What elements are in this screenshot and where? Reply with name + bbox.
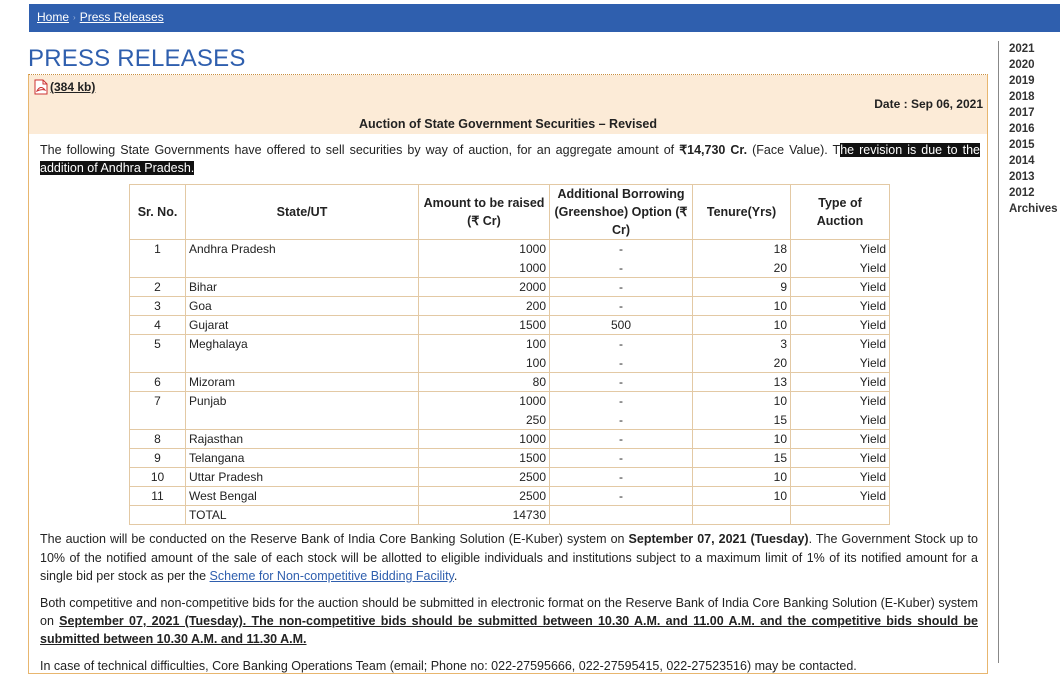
tenure-cell: 20	[693, 259, 791, 278]
table-row	[130, 297, 890, 316]
tenure-cell: 20	[693, 354, 791, 373]
greenshoe-cell: -	[550, 259, 693, 278]
tenure-cell: 9	[693, 278, 791, 297]
greenshoe-cell: -	[550, 278, 693, 297]
year-link-2018[interactable]: 2018	[1009, 91, 1035, 103]
release-title: Auction of State Government Securities – Revised	[359, 117, 657, 131]
year-link-2012[interactable]: 2012	[1009, 187, 1035, 199]
archives-link[interactable]: Archives	[1009, 203, 1058, 215]
type-cell: Yield	[791, 354, 890, 373]
type-cell: Yield	[791, 487, 890, 506]
table-row	[130, 278, 890, 297]
table-row	[130, 449, 890, 468]
auction-info-text: The auction will be conducted on the Reserve Bank of India Core Banking Solution (E-Kuber) system on	[40, 532, 629, 546]
table-row	[130, 335, 890, 354]
pdf-download-link[interactable]	[34, 79, 95, 95]
tenure-cell: 18	[693, 240, 791, 259]
amount-cell: 14730	[419, 506, 550, 525]
state-cell: TOTAL	[186, 506, 419, 525]
sr-no-cell: 11	[130, 487, 186, 506]
tenure-cell: 10	[693, 392, 791, 411]
table-row	[130, 506, 890, 525]
sr-no-cell	[130, 506, 186, 525]
sr-no-cell	[130, 411, 186, 430]
year-archive-nav	[998, 41, 1060, 663]
type-cell: Yield	[791, 468, 890, 487]
sr-no-cell: 4	[130, 316, 186, 335]
state-cell	[186, 354, 419, 373]
aggregate-amount: ₹14,730 Cr.	[679, 143, 748, 157]
amount-cell: 1000	[419, 392, 550, 411]
state-cell: Andhra Pradesh	[186, 240, 419, 259]
breadcrumb-bar	[29, 4, 1060, 32]
sr-no-cell: 7	[130, 392, 186, 411]
amount-cell: 2500	[419, 487, 550, 506]
year-link-2016[interactable]: 2016	[1009, 123, 1035, 135]
tenure-cell: 10	[693, 297, 791, 316]
greenshoe-cell: 500	[550, 316, 693, 335]
sr-no-cell	[130, 354, 186, 373]
year-link-2021[interactable]: 2021	[1009, 43, 1035, 55]
tenure-cell: 10	[693, 430, 791, 449]
sr-no-cell	[130, 259, 186, 278]
sr-no-cell: 9	[130, 449, 186, 468]
technical-difficulty-paragraph: In case of technical difficulties, Core Banking Operations Team (email; Phone no: 022-27595666, 022-27595415, 022-27523516) may be contacted.	[40, 659, 857, 673]
amount-cell: 1000	[419, 240, 550, 259]
amount-cell: 1000	[419, 430, 550, 449]
year-link-2015[interactable]: 2015	[1009, 139, 1035, 151]
amount-cell: 100	[419, 335, 550, 354]
type-cell: Yield	[791, 449, 890, 468]
table-row	[130, 487, 890, 506]
sr-no-cell: 10	[130, 468, 186, 487]
greenshoe-cell: -	[550, 430, 693, 449]
auction-date: September 07, 2021 (Tuesday)	[628, 532, 809, 546]
table-row	[130, 373, 890, 392]
pdf-icon	[34, 79, 48, 95]
press-release-content	[28, 74, 988, 674]
state-cell: Uttar Pradesh	[186, 468, 419, 487]
bid-submission-text: Both competitive and non-competitive bids for the auction should be submitted in electronic format on the Reserve Bank of India Core Banking Solution (E-Kuber) system on	[40, 596, 978, 628]
intro-paragraph	[40, 141, 980, 177]
state-cell: Mizoram	[186, 373, 419, 392]
state-cell: Rajasthan	[186, 430, 419, 449]
table-row	[130, 430, 890, 449]
header-sr-no: Sr. No.	[130, 185, 186, 240]
greenshoe-cell: -	[550, 373, 693, 392]
state-cell	[186, 259, 419, 278]
greenshoe-cell: -	[550, 354, 693, 373]
year-link-2013[interactable]: 2013	[1009, 171, 1035, 183]
sr-no-cell: 5	[130, 335, 186, 354]
greenshoe-cell: -	[550, 297, 693, 316]
state-cell: Meghalaya	[186, 335, 419, 354]
header-state: State/UT	[186, 185, 419, 240]
table-row	[130, 411, 890, 430]
type-cell: Yield	[791, 392, 890, 411]
tenure-cell	[693, 506, 791, 525]
tenure-cell: 10	[693, 316, 791, 335]
table-row	[130, 354, 890, 373]
greenshoe-cell	[550, 506, 693, 525]
table-row	[130, 240, 890, 259]
intro-text-cont: (Face Value). T	[747, 143, 841, 157]
type-cell: Yield	[791, 430, 890, 449]
greenshoe-cell: -	[550, 392, 693, 411]
year-link-2017[interactable]: 2017	[1009, 107, 1035, 119]
table-row	[130, 259, 890, 278]
tenure-cell: 15	[693, 449, 791, 468]
selected-text-highlight: he revision is due to the addition of Andhra Pradesh.	[40, 143, 980, 175]
year-link-2014[interactable]: 2014	[1009, 155, 1035, 167]
state-cell: Punjab	[186, 392, 419, 411]
tenure-cell: 10	[693, 468, 791, 487]
type-cell: Yield	[791, 240, 890, 259]
bid-timings: September 07, 2021 (Tuesday). The non-competitive bids should be submitted between 10.30 A.M. and 11.00 A.M. and the competitive bids should be submitted between 10.30 A.M. and 11.30 A.M.	[40, 614, 978, 646]
type-cell: Yield	[791, 373, 890, 392]
amount-cell: 1500	[419, 316, 550, 335]
sr-no-cell: 1	[130, 240, 186, 259]
state-cell	[186, 411, 419, 430]
sr-no-cell: 2	[130, 278, 186, 297]
header-tenure: Tenure(Yrs)	[693, 185, 791, 240]
bid-submission-paragraph	[40, 594, 978, 648]
tenure-cell: 3	[693, 335, 791, 354]
state-cell: Telangana	[186, 449, 419, 468]
type-cell: Yield	[791, 278, 890, 297]
greenshoe-cell: -	[550, 449, 693, 468]
type-cell: Yield	[791, 259, 890, 278]
tenure-cell: 15	[693, 411, 791, 430]
amount-cell: 250	[419, 411, 550, 430]
header-greenshoe: Additional Borrowing (Greenshoe) Option (₹ Cr)	[550, 185, 693, 240]
tenure-cell: 10	[693, 487, 791, 506]
type-cell: Yield	[791, 297, 890, 316]
header-type: Type of Auction	[791, 185, 890, 240]
tenure-cell: 13	[693, 373, 791, 392]
auction-info-end: .	[453, 569, 458, 583]
greenshoe-cell: -	[550, 240, 693, 259]
type-cell	[791, 506, 890, 525]
year-link-2019[interactable]: 2019	[1009, 75, 1035, 87]
greenshoe-cell: -	[550, 411, 693, 430]
pdf-size: (384 kb)	[50, 80, 96, 94]
non-competitive-scheme-link[interactable]: Scheme for Non-competitive Bidding Facility	[209, 569, 454, 583]
auction-table	[129, 184, 890, 525]
sr-no-cell: 8	[130, 430, 186, 449]
amount-cell: 100	[419, 354, 550, 373]
auction-info-paragraph	[40, 530, 978, 586]
state-cell: West Bengal	[186, 487, 419, 506]
type-cell: Yield	[791, 316, 890, 335]
amount-cell: 2500	[419, 468, 550, 487]
greenshoe-cell: -	[550, 335, 693, 354]
breadcrumb	[37, 10, 164, 24]
amount-cell: 1500	[419, 449, 550, 468]
state-cell: Bihar	[186, 278, 419, 297]
table-row	[130, 468, 890, 487]
sr-no-cell: 6	[130, 373, 186, 392]
breadcrumb-home-link[interactable]: Home	[37, 10, 70, 24]
table-row	[130, 316, 890, 335]
type-cell: Yield	[791, 335, 890, 354]
year-link-2020[interactable]: 2020	[1009, 59, 1035, 71]
state-cell: Gujarat	[186, 316, 419, 335]
amount-cell: 1000	[419, 259, 550, 278]
auction-info-text-cont: . The Government Stock up to 10% of the notified amount of the sale of each stock will be allotted to eligible individuals and institutions subject to a maximum limit of 1% of its notified amount for a single bid per stock as per the	[40, 532, 978, 583]
release-date: Date : Sep 06, 2021	[874, 97, 983, 111]
table-row	[130, 392, 890, 411]
amount-cell: 2000	[419, 278, 550, 297]
state-cell: Goa	[186, 297, 419, 316]
amount-cell: 80	[419, 373, 550, 392]
breadcrumb-press-releases-link[interactable]: Press Releases	[79, 10, 164, 24]
auction-table-body	[130, 240, 890, 525]
intro-text: The following State Governments have offered to sell securities by way of auction, for an aggregate amount of	[40, 143, 680, 157]
page-title: PRESS RELEASES	[28, 45, 246, 72]
header-amount: Amount to be raised (₹ Cr)	[419, 185, 550, 240]
greenshoe-cell: -	[550, 487, 693, 506]
type-cell: Yield	[791, 411, 890, 430]
greenshoe-cell: -	[550, 468, 693, 487]
release-header-panel	[29, 75, 987, 134]
breadcrumb-separator: ›	[73, 13, 76, 22]
amount-cell: 200	[419, 297, 550, 316]
sr-no-cell: 3	[130, 297, 186, 316]
